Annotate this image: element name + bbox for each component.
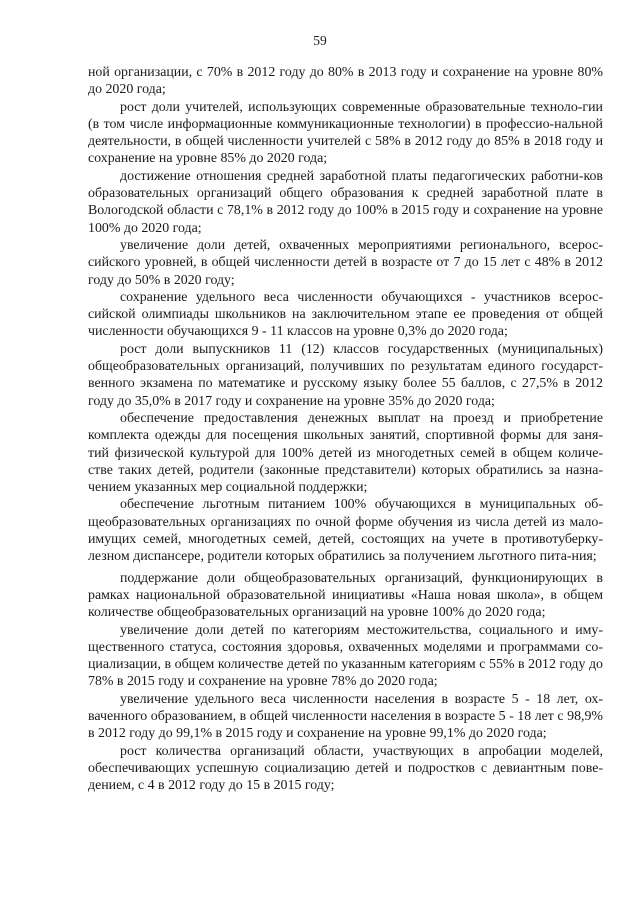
paragraph-socialization-models: увеличение доли детей по категориям местожительства, социального и иму-щественного статуса, состояния здоровья, охваченных моделями и программами со-циализации, в общем количестве детей по указанным категориям с 55% в 2012 году до 78% в 2015 году и сохранение на уровне 78% до 2020 года; <box>88 622 603 690</box>
paragraph-payments-clothing: обеспечение предоставления денежных выплат на проезд и приобретение комплекта одежды для посещения школьных занятий, спортивной формы для заня-тий физической культурой для 100% детей из многодетных семей в общем количе-стве таких детей, родители (законные представители) которых обратились за назна-чением указанных мер социальной поддержки; <box>88 410 603 496</box>
paragraph-children-events: увеличение доли детей, охваченных мероприятиями регионального, всерос-сийского уровней, в общей численности детей в возрасте от 7 до 15 лет с 48% в 2012 году до 50% в 2020 году; <box>88 237 603 288</box>
paragraph-population-education: увеличение удельного веса численности населения в возрасте 5 - 18 лет, ох-ваченного образованием, в общей численности населения в возрасте 5 - 18 лет с 98,9% в 2012 году до 99,1% в 2015 году и сохранение на уровне 99,1% до 2020 года; <box>88 691 603 742</box>
page-number: 59 <box>313 33 327 48</box>
paragraph-teachers-technology: рост доли учителей, использующих современные образовательные техноло-гии (в том числе информационные коммуникационные технологии) в профессио-нальной деятельности, в общей численности учителей с 58% в 2012 году до 85% в 2018 году и сохранение на уровне 85% до 2020 года; <box>88 99 603 167</box>
paragraph-deviant-behavior: рост количества организаций области, участвующих в апробации моделей, обеспечивающих успешную социализацию детей и подростков с девиантным пове-дением, с 4 в 2012 году до 15 в 2015 году; <box>88 743 603 794</box>
paragraph-new-school: поддержание доли общеобразовательных организаций, функционирующих в рамках национальной образовательной инициативы «Наша новая школа», в общем количестве общеобразовательных организаций на уровне 100% до 2020 года; <box>88 570 603 621</box>
paragraph-continuation: ной организации, с 70% в 2012 году до 80% в 2013 году и сохранение на уровне 80% до 2020 года; <box>88 65 603 98</box>
paragraph-teacher-salary: достижение отношения средней заработной платы педагогических работни-ков образовательных организаций общего образования к средней заработной плате в Вологодской области с 78,1% в 2012 году до 100% в 2015 году и сохранение на уровне 100% до 2020 года; <box>88 168 603 236</box>
document-body <box>88 64 603 794</box>
paragraph-olympiad: сохранение удельного веса численности обучающихся - участников всерос-сийской олимпиады школьников на заключительном этапе ее проведения от общей численности обучающихся 9 - 11 классов на уровне 0,3% до 2020 года; <box>88 289 603 340</box>
paragraph-graduates-exam: рост доли выпускников 11 (12) классов государственных (муниципальных) общеобразовательных организаций, получивших по результатам единого государст-венного экзамена по математике и русскому языку более 55 баллов, с 27,5% в 2012 году до 35,0% в 2017 году и сохранение на уровне 35% до 2020 года; <box>88 341 603 409</box>
paragraph-meals: обеспечение льготным питанием 100% обучающихся в муниципальных об-щеобразовательных организациях по очной форме обучения из числа детей из мало-имущих семей, многодетных семей, детей, состоящих на учете в противотуберку-лезном диспансере, родители которых обратились за получением льготного пита-ния; <box>88 497 603 565</box>
